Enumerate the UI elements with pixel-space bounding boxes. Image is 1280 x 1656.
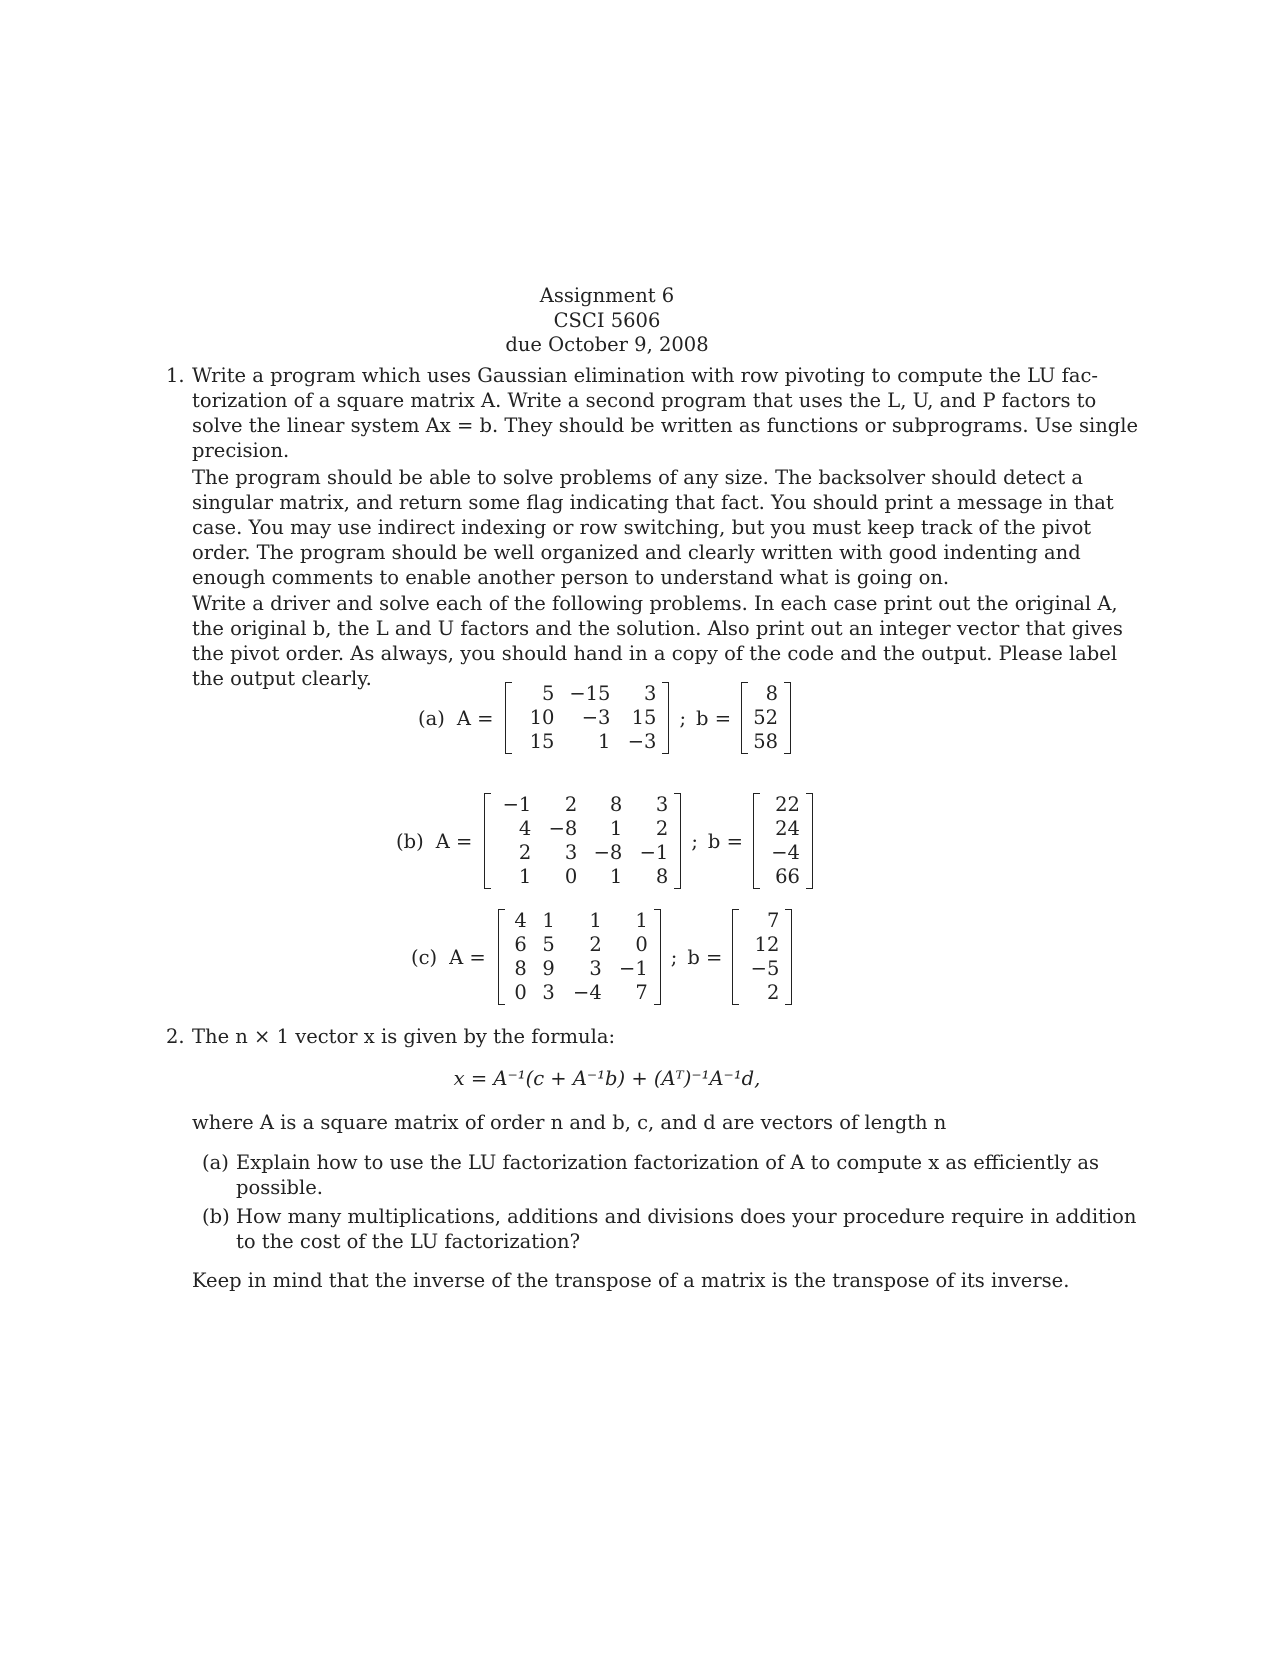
vector-cell: −5 xyxy=(750,957,780,980)
assignment-title: Assignment 6 xyxy=(539,284,675,307)
matrix-cell: −8 xyxy=(548,817,578,840)
problem-2-where: where A is a square matrix of order n and b, c, and d are vectors of length n xyxy=(192,1111,947,1134)
vector-b xyxy=(748,682,778,754)
matrix-cell: 15 xyxy=(529,730,555,753)
matrix-cell: 2 xyxy=(655,817,669,840)
matrix-cell: 15 xyxy=(631,706,657,729)
text-line: to the cost of the LU factorization? xyxy=(236,1230,581,1253)
text-line: solve the linear system Ax = b. They should be written as functions or subprograms. Use single xyxy=(192,414,1139,437)
matrix-cell: −3 xyxy=(581,706,611,729)
problem-1-paragraph-3 xyxy=(192,591,1123,691)
vector-cell: −4 xyxy=(771,841,800,864)
vector-b-label: b = xyxy=(707,829,743,853)
text-line: enough comments to enable another person to understand what is going on. xyxy=(192,566,950,589)
matrix-cell: −1 xyxy=(619,957,648,980)
matrix-cell: 1 xyxy=(609,817,623,840)
matrix-cell: 4 xyxy=(518,817,532,840)
matrix-cell: −4 xyxy=(573,981,602,1004)
matrix-cell: 1 xyxy=(598,730,611,753)
matrix-cell: 0 xyxy=(514,981,527,1004)
matrix-cell: 0 xyxy=(564,865,578,888)
vector-b xyxy=(739,909,779,1005)
separator: ; xyxy=(670,945,678,969)
left-bracket xyxy=(484,793,491,889)
matrix-cell: 2 xyxy=(564,793,578,816)
vector-cell: 2 xyxy=(766,981,780,1004)
matrix-a-label: A = xyxy=(435,829,473,853)
matrix-cell: −1 xyxy=(502,793,532,816)
system-a xyxy=(418,682,791,754)
problem-1-paragraph-1 xyxy=(192,363,1139,463)
matrix-cell: 1 xyxy=(635,909,648,932)
matrix-cell: 9 xyxy=(542,957,555,980)
matrix-cell: 5 xyxy=(542,682,555,705)
text-line: Explain how to use the LU factorization factorization of A to compute x as efficiently as xyxy=(236,1151,1100,1174)
matrix-cell: 3 xyxy=(564,841,578,864)
vector-b-label: b = xyxy=(687,945,723,969)
problem-1-paragraph-2 xyxy=(192,465,1114,590)
vector-b xyxy=(760,793,800,889)
matrix-cell: −8 xyxy=(593,841,623,864)
matrix-c xyxy=(505,909,648,1005)
text-line: the pivot order. As always, you should hand in a copy of the code and the output. Please label xyxy=(192,642,1118,665)
right-bracket xyxy=(662,682,669,754)
part-b-text xyxy=(236,1204,1137,1254)
matrix-a xyxy=(512,682,656,754)
part-a-label: (a) xyxy=(202,1151,229,1174)
problem-1-number: 1. xyxy=(166,364,185,387)
left-bracket xyxy=(753,793,760,889)
left-bracket xyxy=(498,909,505,1005)
matrix-cell: 0 xyxy=(635,933,648,956)
matrix-cell: 8 xyxy=(514,957,527,980)
matrix-cell: 3 xyxy=(655,793,669,816)
matrix-a-label: A = xyxy=(456,706,494,730)
text-line: case. You may use indirect indexing or row switching, but you must keep track of the pivot xyxy=(192,516,1092,539)
matrix-cell: 8 xyxy=(609,793,623,816)
text-line: possible. xyxy=(236,1176,323,1199)
matrix-cell: 1 xyxy=(542,909,555,932)
part-a-text xyxy=(236,1150,1100,1200)
part-a-label: (a) xyxy=(418,706,445,730)
part-b-label: (b) xyxy=(396,829,424,853)
vector-cell: 66 xyxy=(775,865,800,888)
matrix-cell: 1 xyxy=(518,865,532,888)
matrix-cell: 3 xyxy=(542,981,555,1004)
course-code: CSCI 5606 xyxy=(553,308,661,332)
closing-note: Keep in mind that the inverse of the transpose of a matrix is the transpose of its inverse. xyxy=(192,1269,1070,1292)
vector-cell: 12 xyxy=(754,933,780,956)
vector-cell: 8 xyxy=(765,682,779,705)
right-bracket xyxy=(674,793,681,889)
document-header xyxy=(0,284,1214,358)
problem-2-number: 2. xyxy=(166,1025,185,1048)
matrix-cell: −1 xyxy=(639,841,669,864)
matrix-cell: 2 xyxy=(589,933,602,956)
matrix-cell: 7 xyxy=(635,981,648,1004)
vector-b-label: b = xyxy=(696,706,732,730)
text-line: order. The program should be well organized and clearly written with good indenting and xyxy=(192,541,1081,564)
formula: x = A⁻¹(c + A⁻¹b) + (Aᵀ)⁻¹A⁻¹d, xyxy=(453,1067,761,1090)
text-line: torization of a square matrix A. Write a second program that uses the L, U, and P factors to xyxy=(192,389,1097,412)
text-line: the original b, the L and U factors and the solution. Also print out an integer vector that gives xyxy=(192,617,1123,640)
due-date: due October 9, 2008 xyxy=(505,333,709,356)
part-b-label: (b) xyxy=(202,1205,230,1228)
matrix-a-label: A = xyxy=(449,945,486,969)
matrix-b xyxy=(491,793,668,889)
left-bracket xyxy=(741,682,748,754)
vector-cell: 52 xyxy=(753,706,779,729)
left-bracket xyxy=(505,682,512,754)
matrix-cell: 3 xyxy=(644,682,657,705)
vector-cell: 58 xyxy=(753,730,779,753)
text-line: precision. xyxy=(192,439,290,462)
matrix-cell: 6 xyxy=(514,933,527,956)
text-line: singular matrix, and return some flag indicating that fact. You should print a message in that xyxy=(192,491,1114,514)
text-line: the output clearly. xyxy=(192,667,372,690)
vector-cell: 7 xyxy=(766,909,780,932)
separator: ; xyxy=(679,706,687,730)
right-bracket xyxy=(806,793,813,889)
matrix-cell: 2 xyxy=(518,841,532,864)
matrix-cell: −3 xyxy=(627,730,657,753)
vector-cell: 22 xyxy=(775,793,800,816)
matrix-cell: 10 xyxy=(529,706,555,729)
right-bracket xyxy=(654,909,661,1005)
matrix-cell: −15 xyxy=(569,682,611,705)
matrix-cell: 5 xyxy=(542,933,555,956)
right-bracket xyxy=(785,909,792,1005)
matrix-cell: 8 xyxy=(655,865,669,888)
separator: ; xyxy=(691,829,698,853)
problem-2-intro: The n × 1 vector x is given by the formula: xyxy=(192,1025,616,1048)
matrix-cell: 1 xyxy=(589,909,602,932)
system-b xyxy=(396,793,813,889)
matrix-cell: 1 xyxy=(609,865,623,888)
left-bracket xyxy=(732,909,739,1005)
part-c-label: (c) xyxy=(411,945,438,969)
right-bracket xyxy=(784,682,791,754)
matrix-cell: 3 xyxy=(589,957,602,980)
text-line: The program should be able to solve problems of any size. The backsolver should detect a xyxy=(192,466,1084,489)
system-c xyxy=(411,909,792,1005)
text-line: Write a driver and solve each of the following problems. In each case print out the original A, xyxy=(192,592,1118,615)
text-line: How many multiplications, additions and divisions does your procedure require in addition xyxy=(236,1205,1137,1228)
text-line: Write a program which uses Gaussian elimination with row pivoting to compute the LU fac- xyxy=(192,364,1098,387)
vector-cell: 24 xyxy=(775,817,800,840)
matrix-cell: 4 xyxy=(514,909,527,932)
